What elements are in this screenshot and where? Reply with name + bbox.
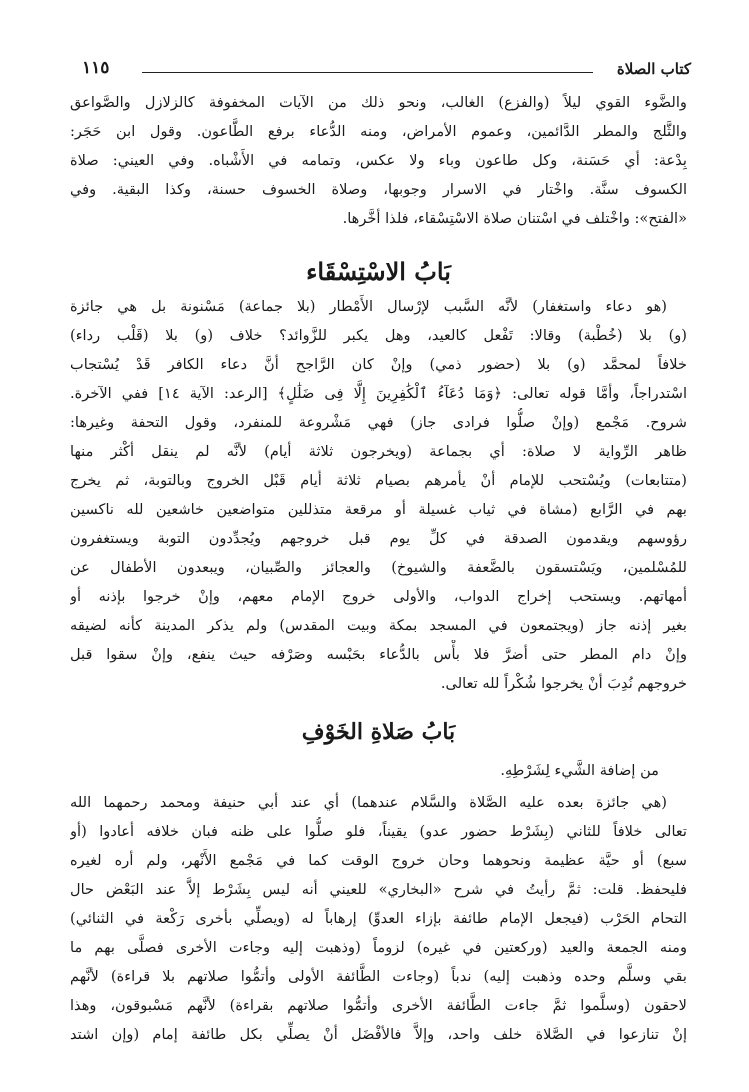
text-line: خلافاً لمحمَّد (و) بلا (حضور ذمي) وإنْ كان الرَّاجح أنَّ دعاء الكافر قَدْ يُسْتجاب <box>70 356 687 373</box>
text-line: والثَّلج والمطر الدَّائمين، وعموم الأمراض، ومنه الدُّعاء برفع الطَّاعون. وقول ابن حَجَر: <box>70 123 687 140</box>
text-line: تعالى خلافاً للثاني (بِشَرْط حضور عدو) يقيناً، فلو صلُّوا على ظنه فبان خلافه أعادوا (أو <box>70 823 687 840</box>
text-line: (متتابعات) ويُسْتحب للإمام أنْ يأمرهم بصيام ثلاثة أيام قَبْل الخروج وبالتوبة، ثم يخرج <box>70 472 687 489</box>
text-line: وإنْ دام المطر حتى أضرَّ فلا بأْس بالدُّعاء بحَبْسه وصَرْفه حيث ينفع، وإنْ سقوا قبل <box>70 646 687 663</box>
text-line: والضَّوء القوي ليلاً (والفزع) الغالب، ونحو ذلك من الآيات المخفوفة كالزلازل والصَّواعق <box>70 94 687 111</box>
text-line: فليحفظ. قلت: ثمَّ رأيتُ في شرح «البخاري» للعيني أنه ليس بِشَرْط إلاَّ عند البَعْض حال <box>70 881 687 898</box>
text-line: رؤوسهم ويقدمون الصدقة في كلِّ يوم قبل خروجهم ويُجدِّدون التوبة ويستغفرون <box>70 530 687 547</box>
text-line: ظاهر الرِّواية لا صلاة: أي بجماعة (ويخرجون ثلاثة أيام) لأنَّه لم ينقل أكْثر منها <box>70 443 687 460</box>
page-header <box>82 58 691 84</box>
text-line: أمهاتهم. ويستحب إخراج الدواب، والأولى خروج الإمام معهم، وإنْ خرجوا بإذنه أو <box>70 588 687 605</box>
text-line: الكسوف سنَّة. واخْتار في الاسرار وجوبها، وصلاة الخسوف حسنة، وكذا البقية. وفي <box>70 181 687 198</box>
chapter-heading-khawf: بَابُ صَلاةِ الخَوْفِ <box>301 719 456 745</box>
text-line: خروجهم نُدِبَ أنْ يخرجوا شُكْراً لله تعالى. <box>440 675 687 692</box>
text-line: (و) بلا (خُطْبة) وقالا: تَفْعل كالعيد، وهل يكبر للزَّوائد؟ خلاف (و) بلا (قَلْب رداء) <box>70 327 687 344</box>
text-line: للمُسْلمين، ويَسْتسقون بالضَّعفة والشيوخ) والعجائز والصِّبيان، ويبعدون الأطفال عن <box>70 559 687 576</box>
text-line: بقي وسلَّم وحده وذهبت إليه) ندباً (وجاءت الطَّائفة الأولى وأتمُّوا صلاتهم بلا قراءة) لأنَّهم <box>70 968 687 985</box>
page-number: ١١٥ <box>82 58 110 78</box>
book-title: كتاب الصلاة <box>616 60 691 78</box>
text-line: بِدْعة: أي حَسَنة، وكل طاعون وباء ولا عكس، وتمامه في الأَشْباه. وفي العيني: صلاة <box>70 152 687 169</box>
text-line: ومنه الجمعة والعيد (وركعتين في غيره) لزوماً (وذهبت إليه وجاءت الأخرى فصلَّى بهم ما <box>70 939 687 956</box>
text-line: اسْتدراجاً، وأمَّا قوله تعالى: ﴿وَمَا دُعَآءُ ٱلْكَٰفِرِينَ إِلَّا فِى ضَلَٰلٍ﴾ [الرعد: الآية ١٤] ففي الآخرة. <box>70 385 687 402</box>
header-rule <box>142 72 593 73</box>
text-line: إنْ تنازعوا في الصَّلاة خلف واحد، وإلاَّ فالأفْضَل أنْ يصلِّي بكل طائفة إمام (وإن اشتد <box>70 1026 687 1043</box>
intro-line: من إضافة الشَّيء لِشَرْطِهِ. <box>500 762 659 779</box>
text-line: التحام الحَرْب (فيجعل الإمام طائفة بإزاء العدوِّ) إرهاباً له (ويصلِّي بأخرى رَكْعة في الثنائي) <box>70 910 687 927</box>
text-line: لاحقون (وسلَّموا ثمَّ جاءت الطَّائفة الأخرى وأتمُّوا صلاتهم بقراءة) لأنَّهم مَسْبوقون، وهذا <box>70 997 687 1014</box>
text-line: شروح. مَجْمع (وإنْ صلُّوا فرادى جاز) فهي مَشْروعة للمنفرد، وقول التحفة وغيرها: <box>70 414 687 431</box>
text-line: سبع) أو حيَّة عظيمة ونحوهما وحان خروج الوقت كما في مَجْمع الأَنْهر، ولم أره لغيره <box>70 852 687 869</box>
chapter-heading-istisqa: بَابُ الاسْتِسْقَاء <box>306 257 451 286</box>
text-line: بهم في الرَّابع (مشاة في ثياب غسيلة أو مرقعة متذللين متواضعين خاشعين لله ناكسين <box>70 501 687 518</box>
text-line: (هو دعاء واستغفار) لأنَّه السَّبب لإرْسال الأَمْطار (بلا جماعة) مَسْنونة بل هي جائزة <box>70 298 667 315</box>
text-line: (هي جائزة بعده عليه الصَّلاة والسَّلام عندهما) أي عند أبي حنيفة ومحمد رحمهما الله <box>70 794 667 811</box>
text-line: بغير إذنه جاز (ويجتمعون في المسجد بمكة وبيت المقدس) ولم يذكر المدينة كأنه لضيقه <box>70 617 687 634</box>
text-line: «الفتح»: واخْتلف في اسْتنان صلاة الاسْتِسْقاء، فلذا أخَّرها. <box>342 210 687 227</box>
